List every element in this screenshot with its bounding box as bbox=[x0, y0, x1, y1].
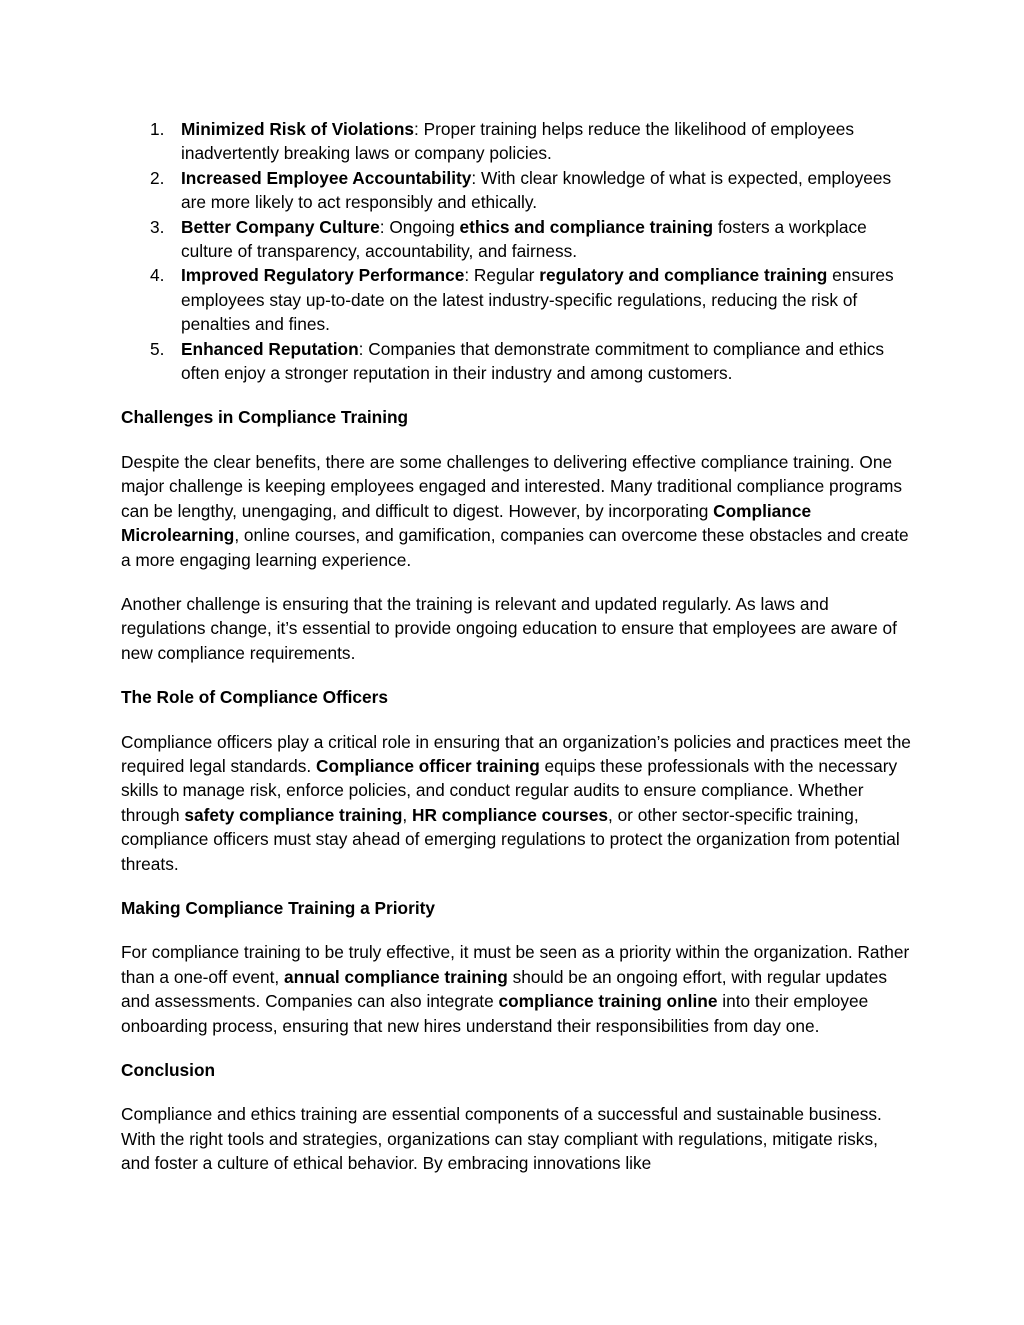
section-heading-conclusion: Conclusion bbox=[121, 1060, 216, 1080]
list-item-text: : Proper training helps reduce the likelihood of employees inadvertently breaking laws or company policies. bbox=[181, 119, 854, 164]
paragraph-text: equips these professionals with the necessary skills to manage risk, enforce policies, and conduct regular audits to ensure compliance. Whether through bbox=[121, 755, 898, 825]
document-page bbox=[121, 117, 911, 1196]
list-item-keyword: ethics and compliance training bbox=[459, 216, 714, 237]
keyword: Compliance officer training bbox=[316, 755, 540, 776]
keyword: compliance training online bbox=[498, 991, 718, 1012]
list-number: 5. bbox=[150, 338, 165, 359]
list-item-text: : With clear knowledge of what is expected, employees are more likely to act responsibly and ethically. bbox=[181, 167, 892, 213]
benefits-list bbox=[121, 117, 911, 385]
keyword: HR compliance courses bbox=[412, 804, 608, 825]
list-number: 2. bbox=[150, 167, 165, 188]
list-item-title: Enhanced Reputation bbox=[181, 338, 359, 359]
section-heading-officers: The Role of Compliance Officers bbox=[121, 687, 388, 708]
list-item-title: Better Company Culture bbox=[181, 216, 380, 237]
section-heading-challenges: Challenges in Compliance Training bbox=[121, 407, 409, 428]
list-item-title: Improved Regulatory Performance bbox=[181, 265, 465, 286]
paragraph bbox=[121, 730, 911, 876]
list-item-text: : Companies that demonstrate commitment to compliance and ethics often enjoy a stronger reputation in their industry and among customers. bbox=[181, 338, 885, 384]
list-number: 3. bbox=[150, 216, 165, 237]
list-item-title: Minimized Risk of Violations bbox=[181, 119, 415, 139]
paragraph: Another challenge is ensuring that the training is relevant and updated regularly. As laws and regulations change, it’s essential to provide ongoing education to ensure that employees are aware of new compliance requirements. bbox=[121, 593, 897, 663]
list-item bbox=[121, 166, 911, 215]
paragraph-text: For compliance training to be truly effective, it must be seen as a priority within the organization. Rather than a one-off event, bbox=[121, 942, 910, 987]
paragraph-text: , or other sector-specific training, compliance officers must stay ahead of emerging regulations to protect the organization from potential threats. bbox=[121, 804, 900, 874]
paragraph: Compliance and ethics training are essential components of a successful and sustainable business. With the right tools and strategies, organizations can stay compliant with regulations, mitigate risks, and foster a culture of ethical behavior. By embracing innovations like bbox=[121, 1104, 882, 1174]
list-item-title: Increased Employee Accountability bbox=[181, 167, 472, 188]
list-item-text: ensures employees stay up-to-date on the latest industry-specific regulations, reducing the risk of penalties and fines. bbox=[181, 265, 894, 335]
list-number: 1. bbox=[150, 119, 165, 139]
keyword: safety compliance training bbox=[184, 804, 403, 825]
paragraph-text: , bbox=[402, 804, 413, 825]
list-item bbox=[121, 215, 911, 264]
paragraph-text: , online courses, and gamification, companies can overcome these obstacles and create a more engaging learning experience. bbox=[121, 525, 909, 570]
paragraph bbox=[121, 450, 911, 572]
list-item-keyword: regulatory and compliance training bbox=[539, 265, 828, 286]
paragraph bbox=[121, 940, 911, 1038]
list-item bbox=[121, 117, 911, 166]
paragraph-text: Despite the clear benefits, there are some challenges to delivering effective compliance training. One major challenge is keeping employees engaged and interested. Many traditional compliance programs can be lengthy, unengaging, and difficult to digest. However, by incorporating bbox=[121, 451, 902, 521]
list-item-text: fosters a workplace culture of transparency, accountability, and fairness. bbox=[181, 216, 867, 262]
list-number: 4. bbox=[150, 265, 165, 286]
section-heading-priority: Making Compliance Training a Priority bbox=[121, 897, 436, 918]
list-item-text: : Regular bbox=[464, 265, 540, 286]
paragraph-text: Compliance officers play a critical role in ensuring that an organization’s policies and practices meet the required legal standards. bbox=[121, 731, 911, 776]
list-item bbox=[121, 263, 911, 336]
keyword: annual compliance training bbox=[284, 966, 508, 987]
list-item-text: : Ongoing bbox=[379, 216, 460, 237]
paragraph-text: into their employee onboarding process, ensuring that new hires understand their responsibilities from day one. bbox=[121, 991, 869, 1036]
paragraph-text: should be an ongoing effort, with regular updates and assessments. Companies can also integrate bbox=[121, 966, 887, 1012]
keyword: Compliance Microlearning bbox=[121, 500, 812, 546]
list-item bbox=[121, 337, 911, 386]
